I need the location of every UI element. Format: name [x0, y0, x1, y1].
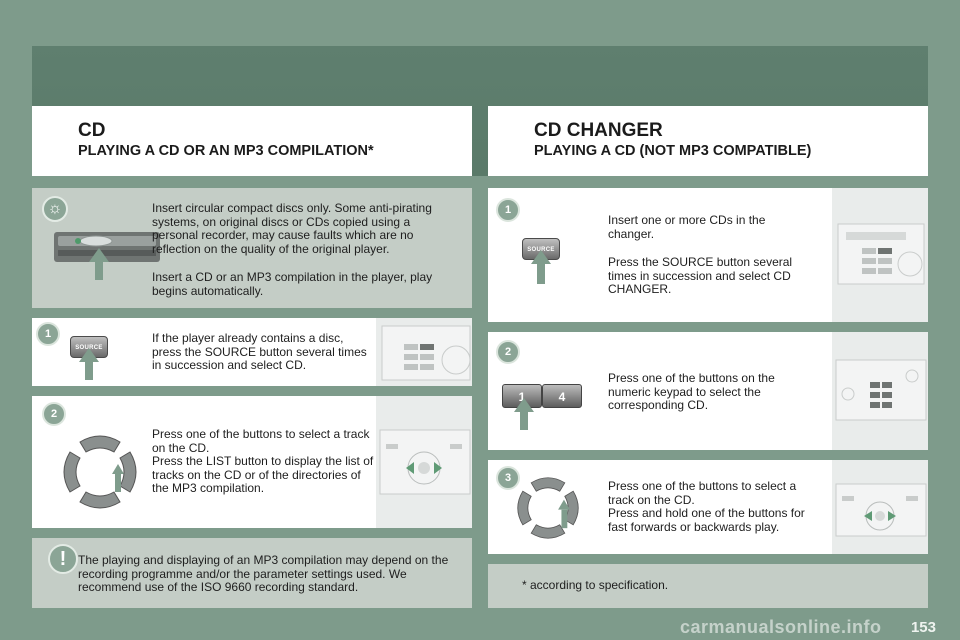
page-number: 153: [910, 619, 936, 636]
insert-arrow-stem: [95, 262, 103, 280]
direction-pad-icon-right: [506, 466, 590, 550]
left-step2-text: Press one of the buttons to select a track on the CD. Press the LIST button to display the list of tracks on the CD or of the directories of the MP3 compilation.: [152, 427, 374, 495]
press-arrow-stem: [85, 362, 93, 380]
source-button-icon-right: SOURCE: [522, 238, 560, 260]
source-button-icon: SOURCE: [70, 336, 108, 358]
changer-panel-illustration: [832, 188, 928, 322]
left-title-box: [32, 106, 472, 176]
left-step2-panel: [32, 396, 472, 528]
right-step2-panel: [488, 332, 928, 450]
right-step2-text: Press one of the buttons on the numeric keypad to select the corresponding CD.: [608, 371, 775, 412]
keypad-panel-illustration: [832, 332, 928, 450]
sun-icon: ☼: [42, 196, 68, 222]
direction-pad-icon: [50, 422, 150, 522]
right-subtitle: PLAYING A CD (NOT MP3 COMPATIBLE): [534, 143, 812, 159]
right-title: CD CHANGER: [534, 120, 663, 141]
watermark-text: carmanualsonline.info: [680, 617, 882, 637]
right-step3-text: Press one of the buttons to select a track on the CD. Press and hold one of the buttons for fast forwards or backwards play.: [608, 479, 805, 534]
right-step1-text-1: Insert one or more CDs in the changer.: [608, 213, 766, 241]
step-badge-3-right: 3: [496, 466, 520, 490]
press-arrow-stem-keys: [520, 412, 528, 430]
radio-panel-illustration-3: [832, 460, 928, 554]
step-badge-2: 2: [42, 402, 66, 426]
left-subtitle: PLAYING A CD OR AN MP3 COMPILATION*: [78, 143, 374, 159]
step-badge-1: 1: [36, 322, 60, 346]
right-footnote-panel: [488, 564, 928, 608]
footnote-text: * according to specification.: [522, 578, 669, 592]
left-note-panel: [32, 538, 472, 608]
numeric-key-4-icon: 4: [542, 384, 582, 408]
left-step1-text: If the player already contains a disc, press the SOURCE button several times in succession and select CD.: [152, 331, 367, 372]
step-badge-1-right: 1: [496, 198, 520, 222]
press-arrow-icon-keys: [514, 398, 534, 412]
radio-panel-illustration: [376, 318, 472, 386]
press-arrow-icon: [79, 348, 99, 362]
left-note-text: The playing and displaying of an MP3 compilation may depend on the recording programme and/or the parameter settings used. We recommend use of the ISO 9660 recording standard.: [78, 553, 449, 594]
numeric-key-1-icon: 1: [502, 384, 542, 408]
left-step1-panel: [32, 318, 472, 386]
left-intro-panel: [32, 188, 472, 308]
press-arrow-stem-right: [537, 264, 545, 284]
left-title: CD: [78, 120, 106, 141]
warning-icon: !: [48, 544, 78, 574]
press-arrow-icon-right: [531, 250, 551, 264]
left-intro-text-2: Insert a CD or an MP3 compilation in the player, play begins automatically.: [152, 270, 433, 298]
step-badge-2-right: 2: [496, 340, 520, 364]
radio-panel-illustration-2: [376, 396, 472, 528]
left-intro-text-1: Insert circular compact discs only. Some anti-pirating systems, on original discs or CDs copied using a personal recorder, may cause faults which are no reflection on the quality of the original player.: [152, 201, 432, 256]
insert-arrow-icon: [89, 248, 109, 262]
right-step3-panel: [488, 460, 928, 554]
right-title-box: [488, 106, 928, 176]
right-step1-text-2: Press the SOURCE button several times in succession and select CD CHANGER.: [608, 255, 793, 296]
right-step1-panel: [488, 188, 928, 322]
